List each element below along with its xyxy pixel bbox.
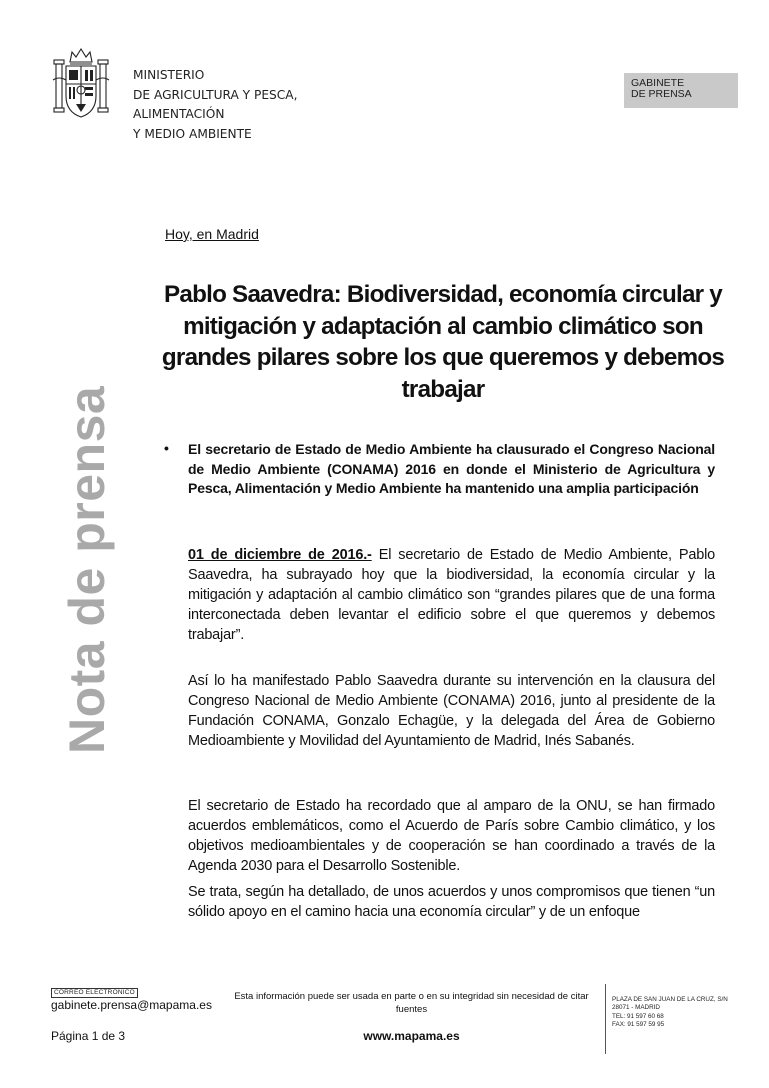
headline: Pablo Saavedra: Biodiversidad, economía circular y mitigación y adaptación al cambio climático son grandes pilares sobre los que queremos y debemos trabajar: [161, 281, 725, 403]
coat-of-arms-logo: [52, 46, 110, 122]
address-line: FAX: 91 597 59 95: [612, 1021, 665, 1029]
address-line: PLAZA DE SAN JUAN DE LA CRUZ, S/N: [612, 996, 728, 1003]
paragraph-text: El secretario de Estado de Medio Ambiente, Pablo Saavedra, ha subrayado hoy que la biodiversidad, la economía circular y la mitigación y adaptación al cambio climático son “grandes pilares que de una forma interconectada deben levantar el edificio sobre el que queremos y debemos trabajar”.: [188, 547, 716, 643]
postal-address: [612, 996, 728, 1030]
body-paragraph-4: Se trata, según ha detallado, de unos acuerdos y unos compromisos que tienen “un sólido apoyo en el camino hacia una economía circular” y de un enfoque: [188, 884, 715, 920]
website-link[interactable]: www.mapama.es: [363, 1029, 460, 1043]
body-paragraph-1: [188, 545, 715, 645]
ministry-line: Y MEDIO AMBIENTE: [133, 126, 252, 141]
body-paragraph-3: El secretario de Estado ha recordado que al amparo de la ONU, se han firmado acuerdos emblemáticos, como el Acuerdo de París sobre Cambio climático, y los objetivos medioambientales y de cooperación se han coordinado a través de la Agenda 2030 para el Desarrollo Sostenible.: [188, 798, 715, 874]
ministry-name: [133, 66, 298, 144]
side-title: Nota de prensa: [59, 385, 115, 754]
press-office-box: [624, 73, 738, 108]
usage-notice: Esta información puede ser usada en parte o en su integridad sin necesidad de citar fuentes: [234, 991, 589, 1015]
ministry-line: MINISTERIO: [133, 68, 205, 82]
bullet-marker: •: [164, 440, 169, 456]
summary-bullet-text: El secretario de Estado de Medio Ambiente ha clausurado el Congreso Nacional de Medio Ambiente (CONAMA) 2016 en donde el Ministerio de Agricultura y Pesca, Alimentación y Medio Ambiente ha mantenido una amplia participación: [188, 441, 715, 496]
contact-email[interactable]: gabinete.prensa@mapama.es: [51, 998, 212, 1012]
footer-divider: [605, 984, 606, 1054]
ministry-line: DE AGRICULTURA Y PESCA,: [133, 87, 298, 102]
body-paragraph-2: Así lo ha manifestado Pablo Saavedra durante su intervención en la clausura del Congreso Nacional de Medio Ambiente (CONAMA) 2016, junto al presidente de la Fundación CONAMA, Gonzalo Echagüe, y la delegada del Área de Gobierno Medioambiente y Movilidad del Ayuntamiento de Madrid, Inés Sabanés.: [188, 673, 715, 749]
side-title-container: [59, 384, 115, 754]
lead-date: 01 de diciembre de 2016.-: [188, 547, 372, 563]
email-label: CORREO ELECTRÓNICO: [51, 988, 138, 998]
page-number: Página 1 de 3: [51, 1029, 126, 1043]
address-line: 28071 - MADRID: [612, 1004, 660, 1012]
dateline: Hoy, en Madrid: [165, 226, 259, 242]
press-office-line: DE PRENSA: [631, 88, 692, 100]
press-office-line: GABINETE: [631, 77, 685, 89]
address-line: TEL: 91 597 60 68: [612, 1012, 664, 1020]
ministry-line: ALIMENTACIÓN: [133, 107, 225, 121]
